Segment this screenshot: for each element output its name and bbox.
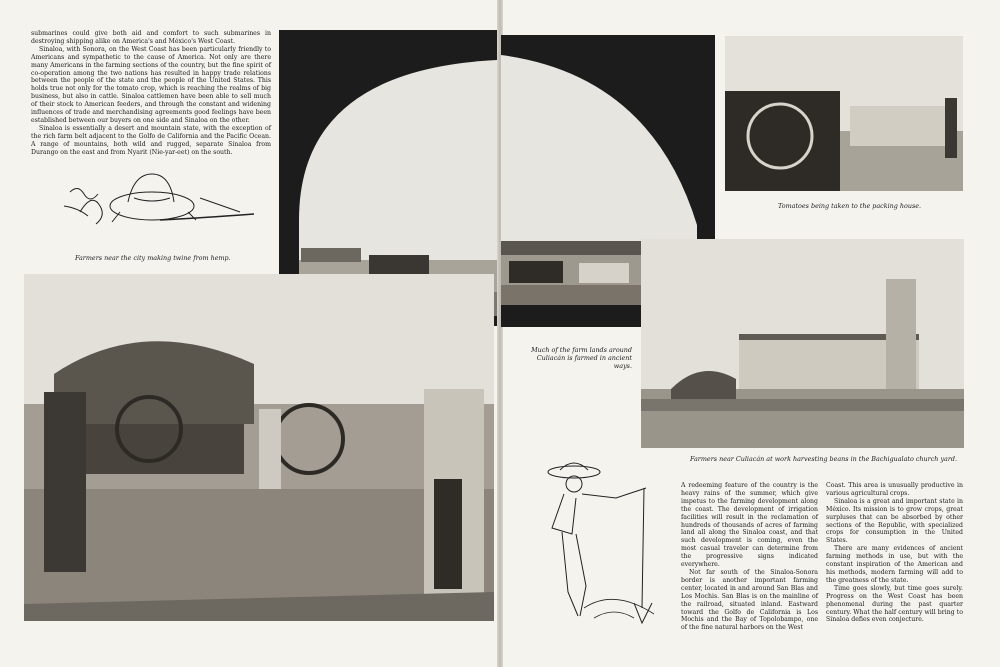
caption-farm-lands: Much of the farm lands around Culiacán is farmed in ancient ways. (531, 346, 632, 370)
caption-twine: Farmers near the city making twine from hemp. (75, 254, 231, 262)
caption-beans: Farmers near Culiacán at work harvesting beans in the Bachigualato church yard. (690, 455, 958, 463)
paragraph: Sinaloa is essentially a desert and mountain state, with the exception of the rich farm belt adjacent to the Golfo de California and the Pacific Ocean. A range of mountains, both wild and rugged, separate Sinaloa from Durango on the east and from Nyarit (Nie-yar-eet) on the south. (31, 124, 271, 156)
intro-text (31, 30, 271, 157)
farmer-with-pitchfork-icon (524, 458, 672, 628)
paragraph: Sinaloa, with Sonora, on the West Coast has been particularly friendly to Americans and sympathetic to the cause of America. Not only are there many Americans in the farming sections of the country, but the fine spirit of co-operation among the two nations has resulted in happy trade relations between the people of the state and the people of the United States. This holds true not only for the tomato crop, which is reaching the realms of big business, but also in cattle. Sinaloa cattlemen have been able to sell much of their stock to American feeders, and through the constant and widening influences of trade and merchandising agreements good feelings have been established between our buyers on one side and Sinaloa on the other. (31, 45, 271, 124)
paragraph: A redeeming feature of the country is the heavy rains of the summer, which give impetus to the farming development along the coast. The development of irrigation facilities will result in the reclamation of hundreds of thousands of acres of farming land all along the Sinaloa coast, and that such development is coming, even the most casual traveler can determine from the progressive signs indicated everywhere. (681, 482, 818, 569)
twine-making-photo (24, 274, 494, 621)
paragraph: Time goes slowly, but time goes surely. Progress on the West Coast has been phenomenal during the past quarter century. What the half century will bring to Sinaloa defies even conjecture. (826, 584, 963, 624)
church-harvest-photo (641, 239, 964, 448)
paragraph: There are many evidences of ancient farming methods in use, but with the constant inspiration of the American and his methods, modern farming will add to the greatness of the state. (826, 545, 963, 584)
paragraph: Sinaloa is a great and important state in México. Its mission is to grow crops, great surpluses that can be absorbed by other sections of the Republic, with specialized crops for consumption in the United States. (826, 497, 963, 545)
tomatoes-cart-photo (725, 36, 963, 191)
paragraph: Not far south of the Sinaloa-Sonora border is another important farming center, located in and around San Blas and Los Mochis. San Blas is on the mainline of the railroad, situated inland. Eastward toward the Golfo de California is Los Mochis and the Bay of Topolobampo, one of the fine natural harbors on the West (681, 568, 818, 632)
sombrero-icon (60, 162, 256, 232)
body-column-1 (681, 482, 818, 632)
body-column-2 (826, 482, 963, 624)
paragraph: Coast. This area is unusually productive in various agricultural crops. (826, 482, 963, 497)
caption-tomatoes: Tomatoes being taken to the packing house. (778, 202, 922, 210)
paragraph: submarines could give both aid and comfort to such submarines in destroying shipping alike on America's and México's West Coast. (31, 30, 271, 45)
